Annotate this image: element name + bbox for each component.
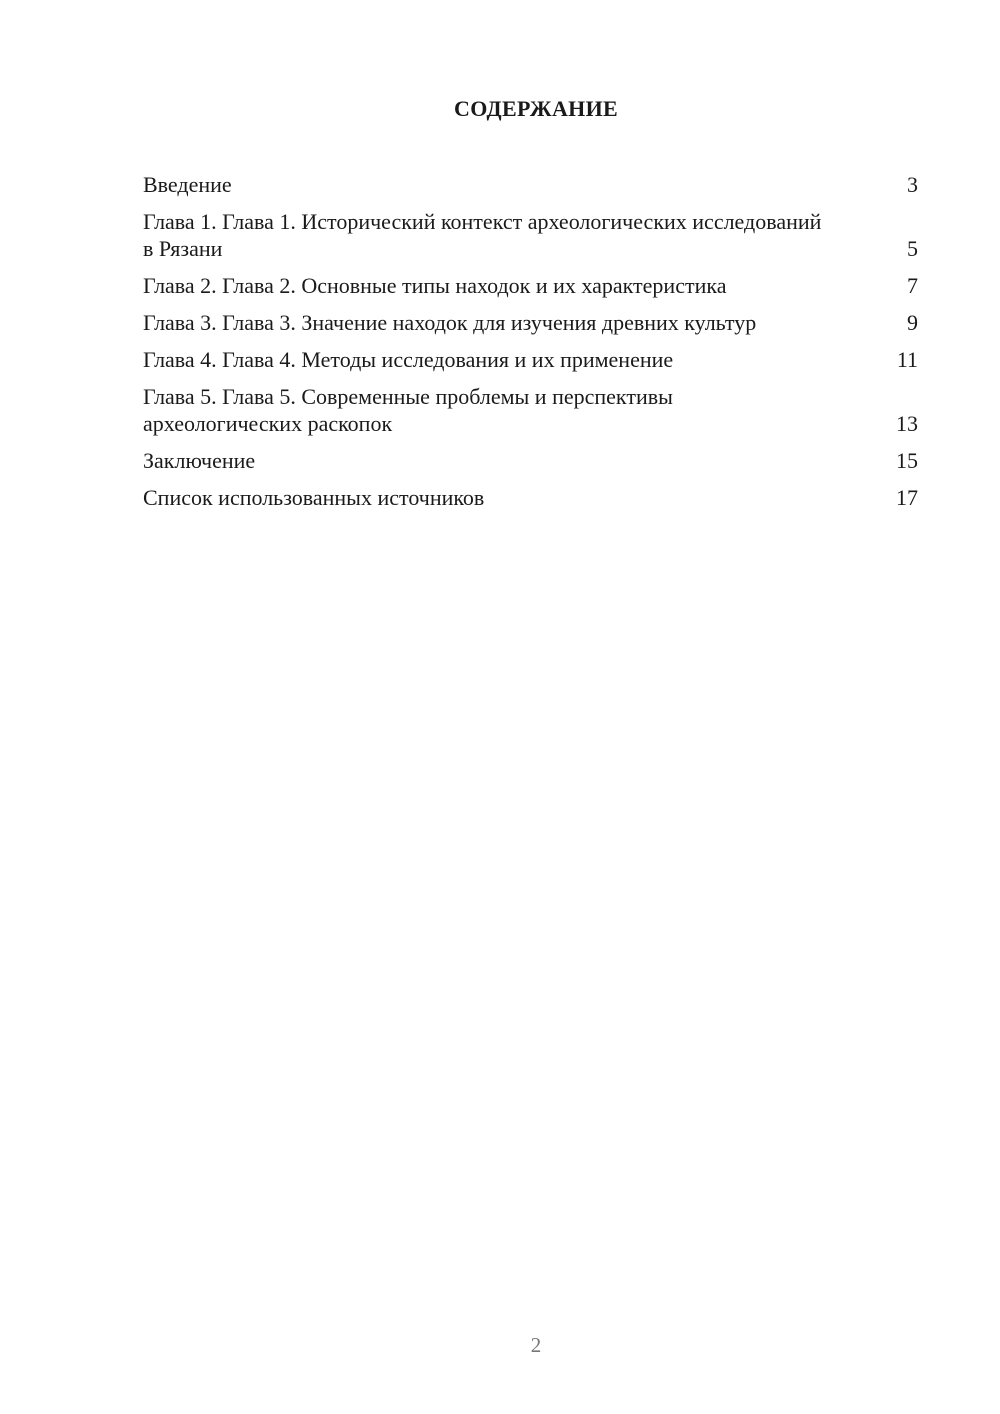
toc-entry-label: Введение	[143, 172, 232, 197]
toc-entry-chapter-5[interactable]	[143, 383, 918, 437]
toc-entry-page: 11	[896, 347, 918, 372]
toc-entry-label: Список использованных источников	[143, 485, 485, 510]
toc-entry-references[interactable]	[143, 484, 918, 511]
toc-entry-label: Глава 2. Глава 2. Основные типы находок и их характеристика	[143, 273, 727, 298]
toc-entry-chapter-4[interactable]	[143, 346, 918, 373]
toc-entry-label: Глава 4. Глава 4. Методы исследования и их применение	[143, 347, 674, 372]
toc-entry-page: 5	[907, 236, 918, 261]
toc-entry-label: Глава 1. Глава 1. Исторический контекст археологических исследований в Рязани	[143, 209, 822, 261]
toc-entry-introduction[interactable]	[143, 171, 918, 198]
toc-entry-page: 3	[907, 172, 918, 197]
toc-entry-page: 15	[896, 448, 918, 473]
toc-entry-conclusion[interactable]	[143, 447, 918, 474]
toc-entry-label: Глава 3. Глава 3. Значение находок для изучения древних культур	[143, 310, 757, 335]
toc-entry-chapter-3[interactable]	[143, 309, 918, 336]
page-number: 2	[530, 1333, 542, 1357]
toc-entry-page: 9	[907, 310, 918, 335]
toc-entry-chapter-1[interactable]	[143, 208, 918, 262]
toc-entry-label: Заключение	[143, 448, 256, 473]
table-of-contents	[143, 171, 918, 521]
toc-entry-page: 17	[896, 485, 918, 510]
page-title: СОДЕРЖАНИЕ	[454, 96, 618, 121]
toc-entry-label: Глава 5. Глава 5. Современные проблемы и перспективы археологических раскопок	[143, 384, 673, 436]
toc-entry-page: 7	[907, 273, 918, 298]
toc-entry-page: 13	[896, 411, 918, 436]
toc-entry-chapter-2[interactable]	[143, 272, 918, 299]
